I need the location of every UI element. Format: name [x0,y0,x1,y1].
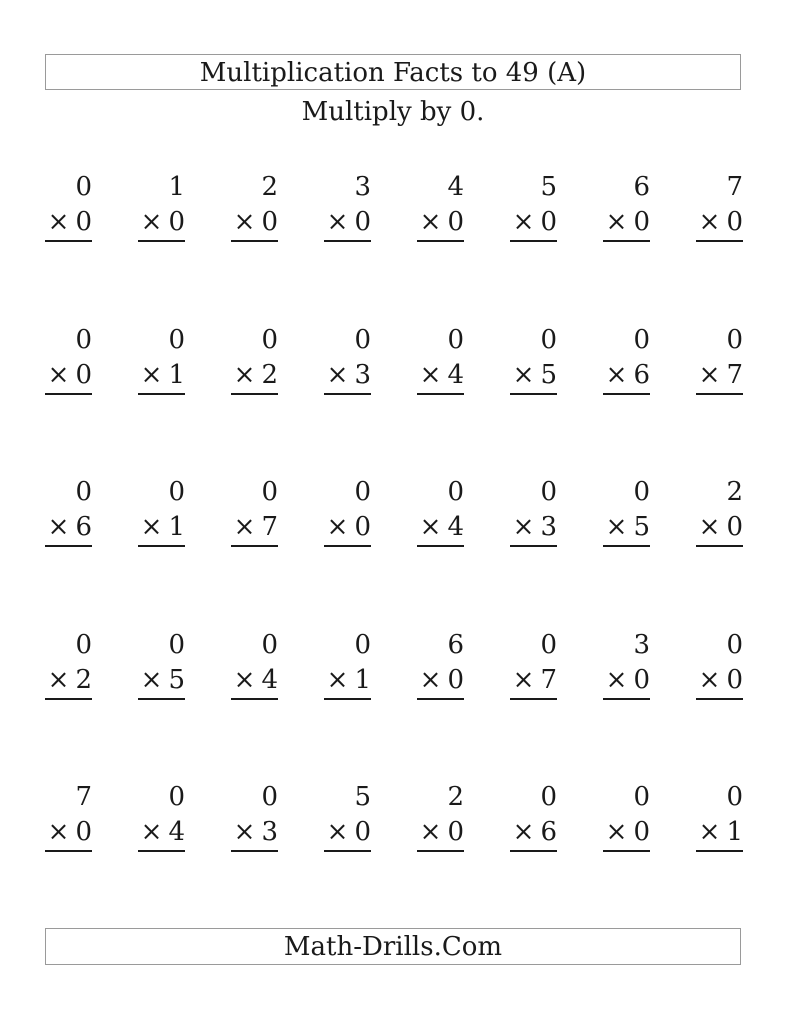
multiplier-line [45,509,92,547]
multiplier-line [324,509,371,547]
multiplicand: 0 [726,782,743,812]
multiplicand: 0 [726,324,743,355]
times-sign: × [233,207,256,237]
multiplicand: 0 [540,477,557,507]
multiplier: 7 [726,359,743,390]
multiplicand: 0 [261,629,278,660]
multiplication-problem [417,475,464,628]
multiplier: 0 [354,207,371,237]
multiplier: 0 [75,817,92,847]
multiplication-problem [603,323,650,476]
multiplier: 7 [540,664,557,695]
multiplier: 5 [168,664,185,695]
multiplication-problem [138,170,185,323]
multiplier-line [231,357,278,395]
multiplier-line [603,814,650,852]
times-sign: × [140,359,163,390]
problem-row [45,628,745,781]
multiplication-problem [510,323,557,476]
multiplier: 0 [447,817,464,847]
multiplier-line [417,509,464,547]
multiplier: 1 [726,817,743,847]
times-sign: × [140,512,163,542]
multiplication-problem [510,628,557,781]
times-sign: × [419,512,442,542]
multiplier: 0 [354,512,371,542]
multiplication-problem [324,323,371,476]
multiplication-problem [138,628,185,781]
times-sign: × [47,207,70,237]
times-sign: × [512,207,535,237]
multiplicand: 7 [75,782,92,812]
multiplicand: 0 [354,324,371,355]
multiplier-line [417,662,464,700]
multiplicand: 0 [447,324,464,355]
times-sign: × [140,817,163,847]
multiplicand: 0 [75,477,92,507]
times-sign: × [140,207,163,237]
times-sign: × [512,359,535,390]
multiplier-line [231,662,278,700]
multiplication-problem [603,170,650,323]
multiplication-problem [231,628,278,781]
multiplier: 0 [447,207,464,237]
problem-grid [45,170,745,933]
multiplicand: 0 [354,629,371,660]
multiplication-problem [417,628,464,781]
times-sign: × [47,359,70,390]
multiplier-line [324,204,371,242]
multiplier: 5 [633,512,650,542]
times-sign: × [233,359,256,390]
times-sign: × [233,664,256,695]
multiplier: 6 [75,512,92,542]
multiplier: 4 [261,664,278,695]
multiplier-line [45,662,92,700]
multiplication-problem [603,628,650,781]
multiplier-line [417,204,464,242]
multiplier-line [417,814,464,852]
multiplicand: 1 [168,172,185,202]
multiplicand: 0 [540,324,557,355]
multiplier: 2 [75,664,92,695]
multiplication-problem [138,323,185,476]
multiplier-line [603,204,650,242]
multiplicand: 0 [168,477,185,507]
times-sign: × [233,817,256,847]
multiplication-problem [696,170,743,323]
multiplication-problem [231,780,278,933]
multiplier-line [45,357,92,395]
multiplication-problem [45,323,92,476]
multiplication-problem [603,780,650,933]
times-sign: × [698,512,721,542]
multiplication-problem [510,170,557,323]
multiplier-line [138,509,185,547]
times-sign: × [47,817,70,847]
multiplication-problem [138,780,185,933]
multiplier: 1 [354,664,371,695]
times-sign: × [326,359,349,390]
multiplier: 0 [168,207,185,237]
multiplier: 3 [540,512,557,542]
multiplier-line [45,204,92,242]
worksheet-instructions: Multiply by 0. [301,97,485,127]
multiplication-problem [138,475,185,628]
multiplicand: 0 [447,477,464,507]
footer-brand: Math-Drills.Com [45,928,741,965]
multiplicand: 0 [168,629,185,660]
multiplier: 0 [726,207,743,237]
multiplier: 4 [447,359,464,390]
multiplicand: 2 [261,172,278,202]
multiplier: 3 [261,817,278,847]
multiplicand: 0 [168,782,185,812]
multiplier: 7 [261,512,278,542]
multiplicand: 0 [540,782,557,812]
multiplier: 0 [633,817,650,847]
multiplication-problem [324,628,371,781]
multiplier-line [696,357,743,395]
multiplicand: 4 [447,172,464,202]
multiplier-line [510,662,557,700]
multiplier-line [603,662,650,700]
problem-row [45,780,745,933]
times-sign: × [326,664,349,695]
times-sign: × [419,817,442,847]
times-sign: × [326,207,349,237]
times-sign: × [698,817,721,847]
multiplicand: 0 [261,477,278,507]
multiplicand: 0 [261,324,278,355]
multiplier: 0 [75,207,92,237]
multiplication-problem [45,475,92,628]
multiplication-problem [45,628,92,781]
multiplicand: 6 [447,629,464,660]
multiplier: 0 [261,207,278,237]
multiplier-line [324,357,371,395]
multiplicand: 0 [261,782,278,812]
multiplicand: 0 [726,629,743,660]
multiplier-line [696,662,743,700]
multiplication-problem [417,170,464,323]
times-sign: × [140,664,163,695]
multiplier: 1 [168,512,185,542]
multiplier-line [696,814,743,852]
multiplier-line [510,357,557,395]
multiplication-problem [510,475,557,628]
multiplication-problem [324,170,371,323]
multiplicand: 0 [75,324,92,355]
multiplier: 0 [726,512,743,542]
multiplier: 4 [168,817,185,847]
multiplier-line [603,357,650,395]
multiplier: 1 [168,359,185,390]
multiplier-line [231,204,278,242]
multiplicand: 0 [354,477,371,507]
multiplication-problem [603,475,650,628]
multiplication-problem [231,170,278,323]
multiplication-problem [510,780,557,933]
multiplier: 6 [540,817,557,847]
multiplier-line [138,814,185,852]
times-sign: × [605,207,628,237]
times-sign: × [47,664,70,695]
multiplication-problem [45,780,92,933]
problem-row [45,170,745,323]
times-sign: × [419,664,442,695]
times-sign: × [605,512,628,542]
multiplication-problem [231,323,278,476]
multiplier-line [45,814,92,852]
multiplication-problem [45,170,92,323]
times-sign: × [326,512,349,542]
worksheet-title: Multiplication Facts to 49 (A) [45,54,741,90]
times-sign: × [419,359,442,390]
multiplier: 0 [447,664,464,695]
multiplicand: 2 [726,477,743,507]
multiplier: 4 [447,512,464,542]
multiplier-line [324,662,371,700]
multiplier: 0 [354,817,371,847]
multiplication-problem [324,780,371,933]
multiplier-line [510,814,557,852]
multiplicand: 5 [540,172,557,202]
multiplier-line [138,204,185,242]
multiplicand: 3 [354,172,371,202]
multiplication-problem [324,475,371,628]
times-sign: × [512,512,535,542]
multiplicand: 0 [168,324,185,355]
multiplier-line [510,204,557,242]
multiplier: 0 [633,664,650,695]
multiplier-line [138,662,185,700]
multiplier: 6 [633,359,650,390]
multiplicand: 0 [633,477,650,507]
multiplicand: 2 [447,782,464,812]
multiplicand: 3 [633,629,650,660]
multiplicand: 0 [633,324,650,355]
multiplier: 0 [540,207,557,237]
multiplication-problem [417,780,464,933]
multiplier-line [324,814,371,852]
times-sign: × [47,512,70,542]
multiplier-line [696,509,743,547]
multiplier-line [231,509,278,547]
times-sign: × [698,359,721,390]
multiplication-problem [231,475,278,628]
times-sign: × [605,359,628,390]
times-sign: × [233,512,256,542]
multiplicand: 0 [75,629,92,660]
times-sign: × [512,664,535,695]
multiplier-line [603,509,650,547]
multiplier-line [231,814,278,852]
multiplier-line [138,357,185,395]
multiplicand: 6 [633,172,650,202]
times-sign: × [605,664,628,695]
multiplication-problem [696,628,743,781]
multiplicand: 0 [540,629,557,660]
multiplier-line [696,204,743,242]
problem-row [45,475,745,628]
times-sign: × [419,207,442,237]
multiplier: 5 [540,359,557,390]
times-sign: × [326,817,349,847]
times-sign: × [512,817,535,847]
multiplication-problem [417,323,464,476]
multiplier: 3 [354,359,371,390]
multiplicand: 7 [726,172,743,202]
multiplier: 0 [726,664,743,695]
multiplicand: 5 [354,782,371,812]
multiplicand: 0 [633,782,650,812]
multiplier-line [510,509,557,547]
multiplier: 0 [75,359,92,390]
multiplication-problem [696,475,743,628]
multiplication-problem [696,323,743,476]
multiplier: 0 [633,207,650,237]
multiplier: 2 [261,359,278,390]
times-sign: × [698,207,721,237]
times-sign: × [698,664,721,695]
multiplication-problem [696,780,743,933]
multiplicand: 0 [75,172,92,202]
multiplier-line [417,357,464,395]
problem-row [45,323,745,476]
times-sign: × [605,817,628,847]
